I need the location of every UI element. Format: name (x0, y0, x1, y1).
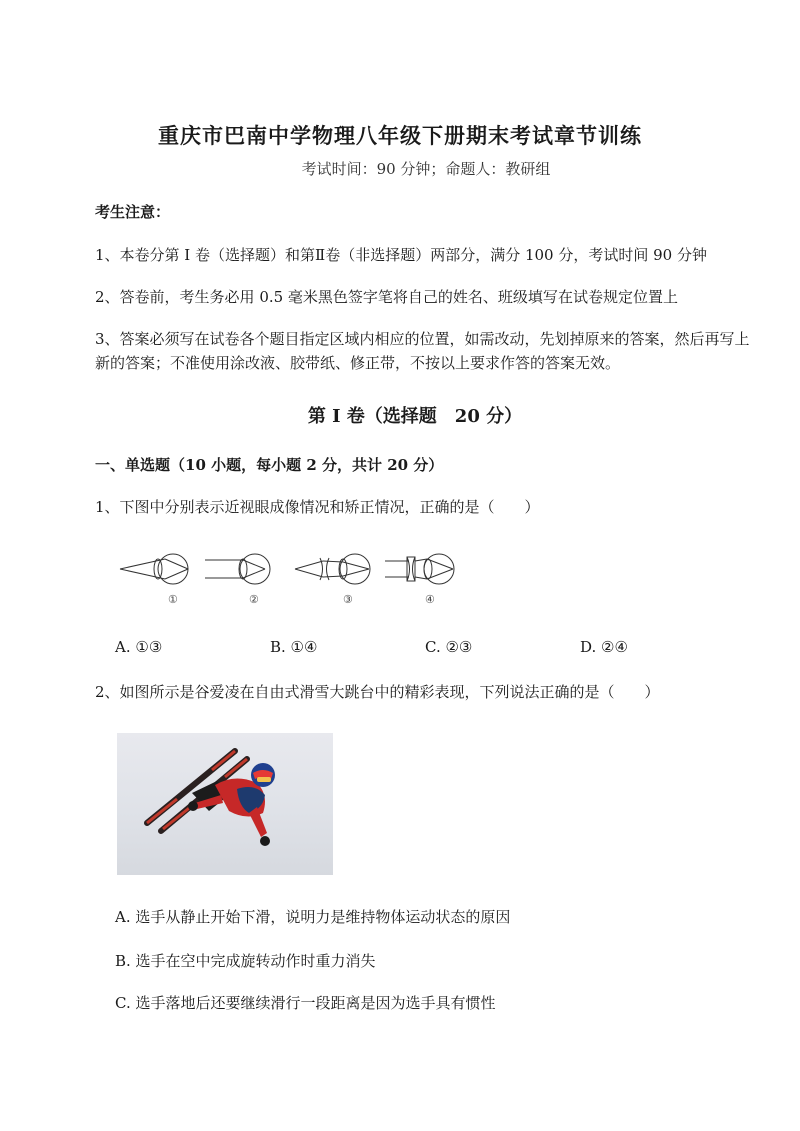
option-d: D. ②④ (580, 638, 628, 656)
notice-item-2: 2、答卷前，考生务必用 0.5 毫米黑色签字笔将自己的姓名、班级填写在试卷规定位置上 (95, 288, 678, 306)
notice-item-1: 1、本卷分第 I 卷（选择题）和第Ⅱ卷（非选择题）两部分，满分 100 分，考试时间 90 分钟 (95, 246, 707, 264)
page-title: 重庆市巴南中学物理八年级下册期末考试章节训练 (158, 123, 642, 148)
skier-illustration (117, 733, 333, 875)
eye-diagram-2 (205, 554, 270, 584)
question-2-option-c: C. 选手落地后还要继续滑行一段距离是因为选手具有惯性 (115, 994, 496, 1012)
option-b: B. ①④ (270, 638, 318, 656)
figure-label-3: ③ (343, 593, 353, 606)
notice-heading: 考生注意： (95, 203, 171, 221)
question-2-stem: 2、如图所示是谷爱凌在自由式滑雪大跳台中的精彩表现，下列说法正确的是（ ） (95, 683, 660, 701)
notice-item-3: 3、答案必须写在试卷各个题目指定区域内相应的位置，如需改动，先划掉原来的答案，然后再写上新的答案；不准使用涂改液、胶带纸、修正带，不按以上要求作答的答案无效。 (95, 330, 750, 372)
section-title: 第 I 卷（选择题 20 分） (307, 406, 523, 427)
question-2-option-b: B. 选手在空中完成旋转动作时重力消失 (115, 952, 376, 970)
option-c: C. ②③ (425, 638, 473, 656)
eye-diagram-1 (120, 554, 188, 584)
figure-label-2: ② (249, 593, 259, 606)
question-1-stem: 1、下图中分别表示近视眼成像情况和矫正情况，正确的是（ ） (95, 498, 540, 516)
question-2-option-a: A. 选手从静止开始下滑，说明力是维持物体运动状态的原因 (115, 908, 511, 926)
figure-label-1: ① (168, 593, 178, 606)
option-a: A. ①③ (115, 638, 163, 656)
exam-info: 考试时间：90 分钟；命题人：教研组 (301, 160, 551, 178)
eye-diagram-4 (385, 554, 454, 584)
eye-diagram-figure (115, 545, 455, 607)
part-heading: 一、单选题（10 小题，每小题 2 分，共计 20 分） (95, 456, 444, 474)
skier-photo (117, 733, 333, 875)
eye-diagram-3 (295, 554, 370, 584)
figure-label-4: ④ (425, 593, 435, 606)
